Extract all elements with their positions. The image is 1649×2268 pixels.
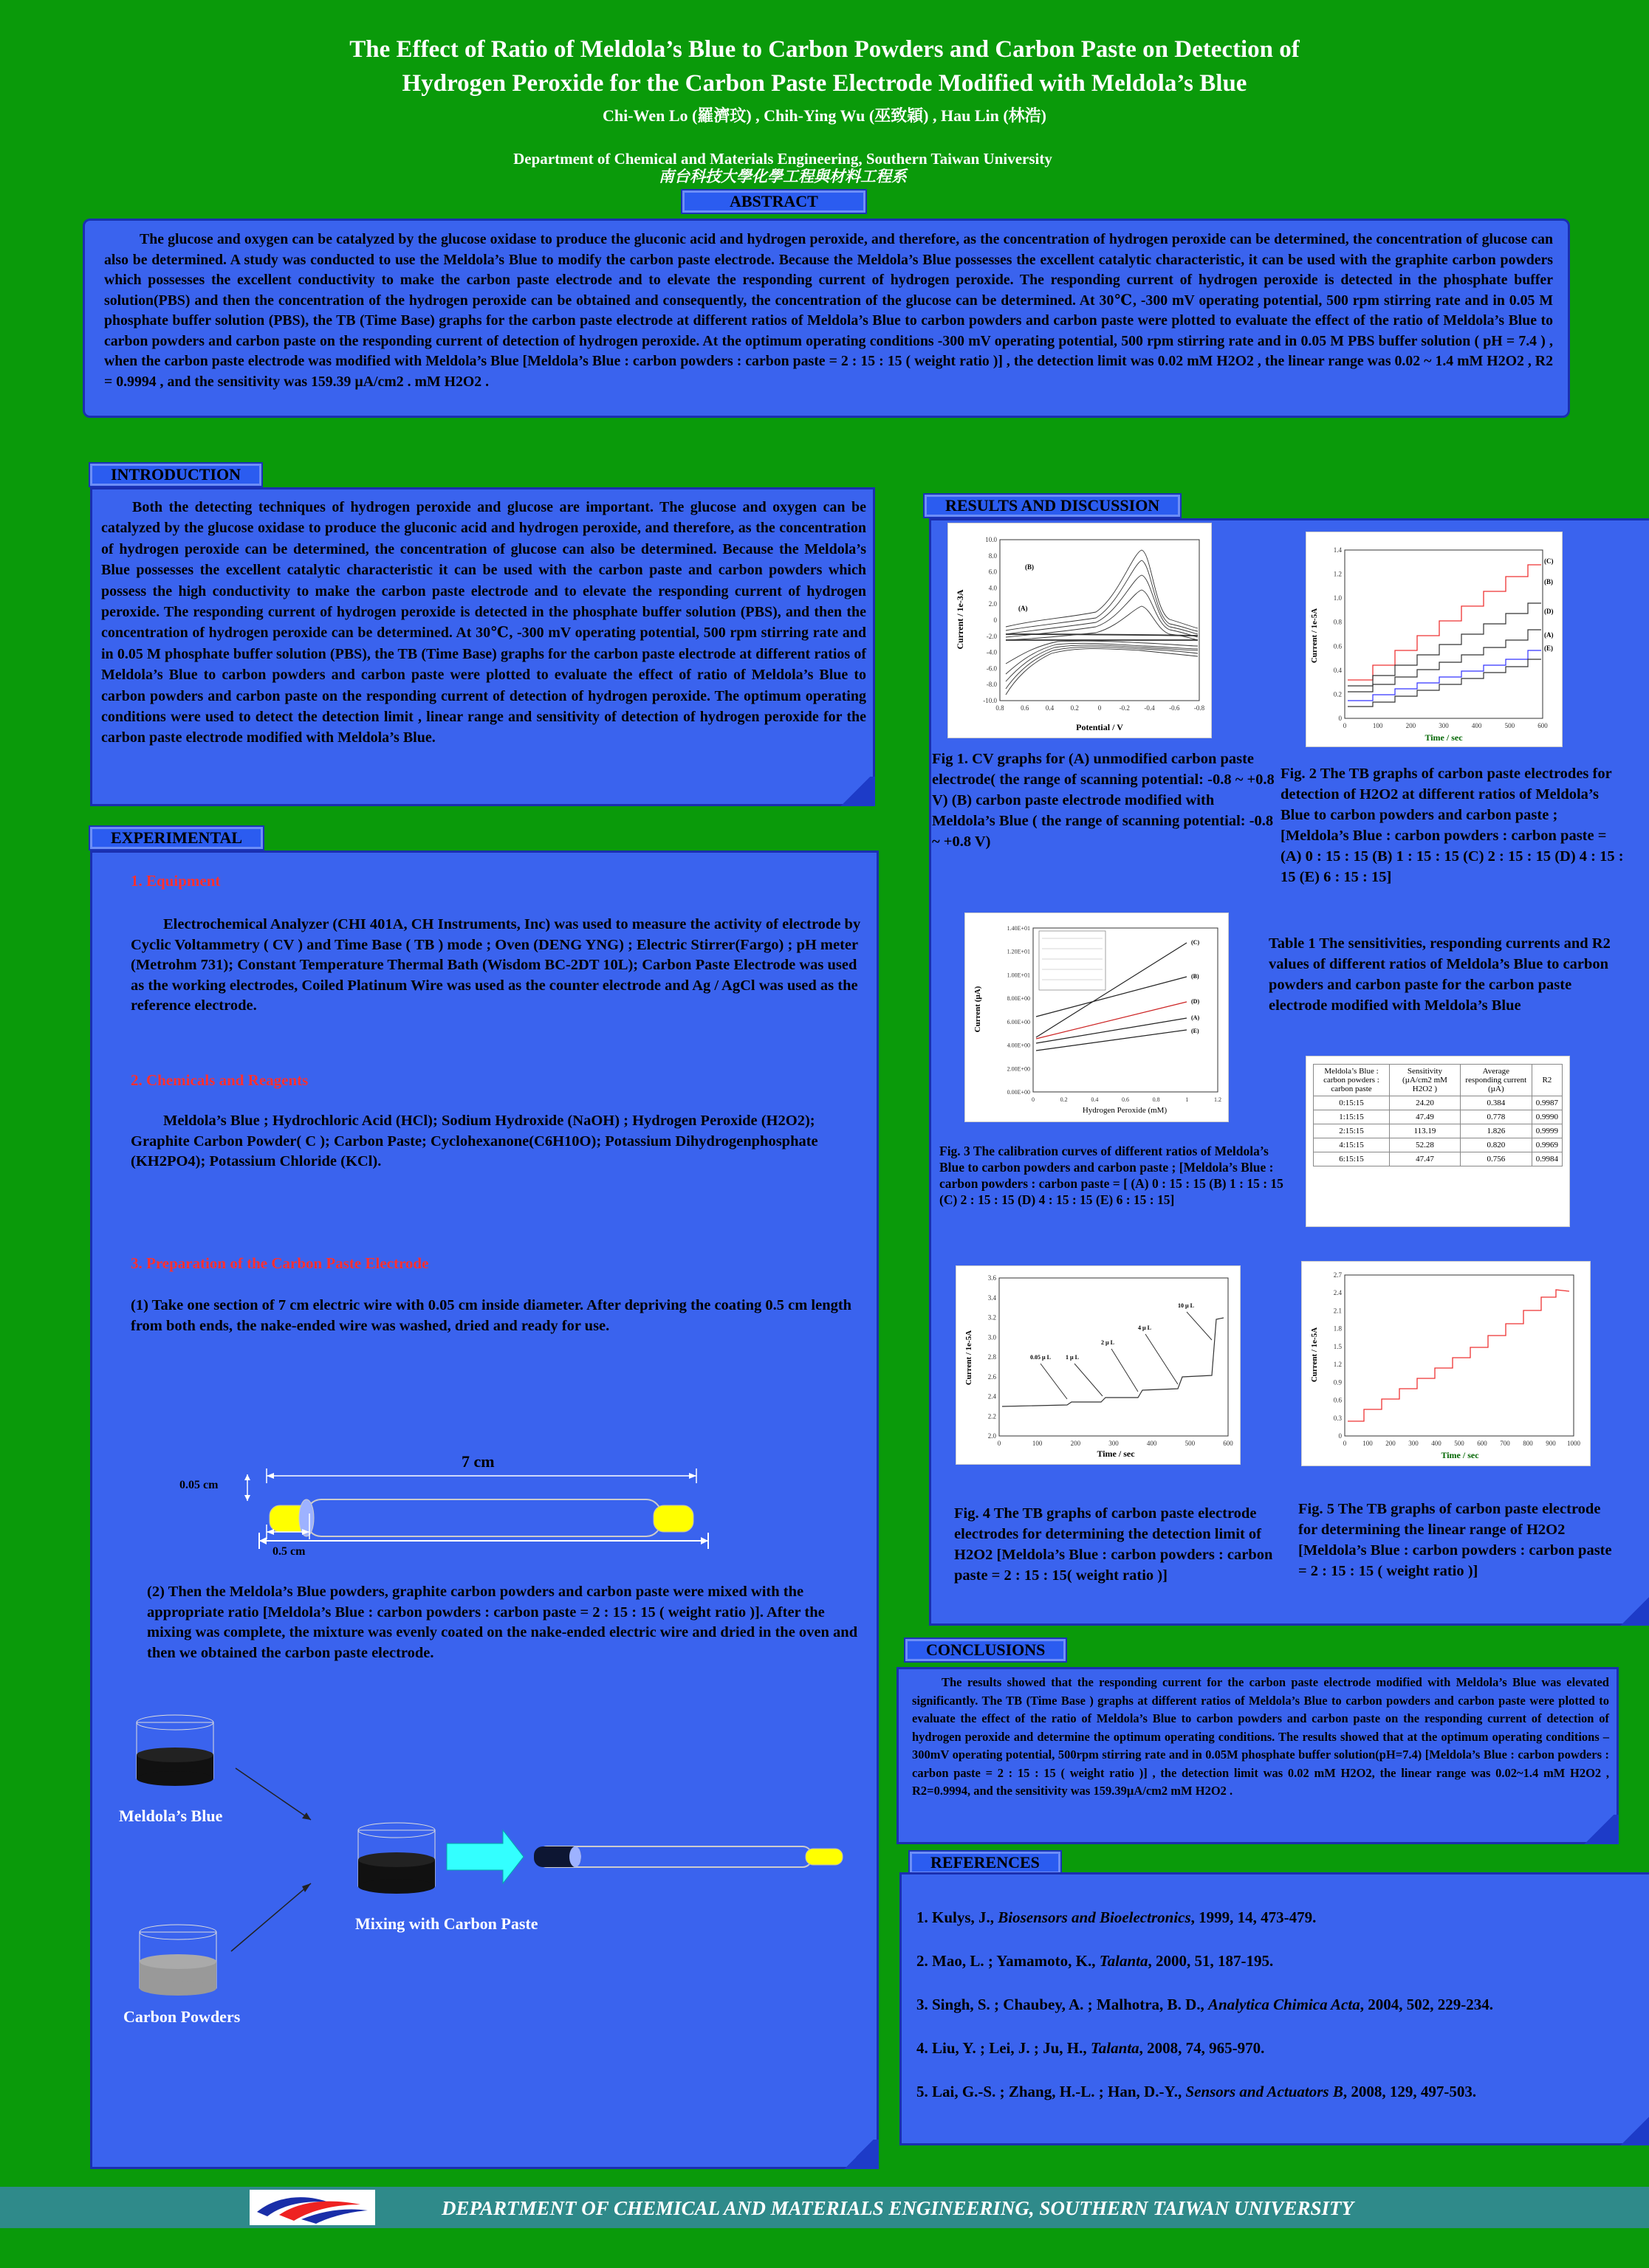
fig4-annot: 10 µ L <box>1178 1302 1194 1309</box>
abstract-panel <box>83 219 1570 418</box>
fig4-annot: 2 µ L <box>1101 1339 1114 1346</box>
reference-item: 1. Kulys, J., Biosensors and Bioelectronics, 1999, 14, 473-479. <box>916 1908 1317 1926</box>
x-tick-label: 500 <box>1185 1440 1196 1447</box>
conclusions-panel <box>897 1667 1619 1844</box>
table1-header: Sensitivity (µA/cm2 mM H2O2 ) <box>1390 1065 1461 1096</box>
introduction-panel <box>90 487 875 806</box>
fig3-xlabel: Hydrogen Peroxide (mM) <box>1082 1106 1168 1115</box>
x-tick-label: 0.6 <box>1122 1096 1129 1103</box>
x-tick-label: 0.8 <box>995 704 1004 712</box>
fig3-label-b: (B) <box>1191 973 1199 980</box>
fig4-annot: 4 µ L <box>1138 1324 1151 1331</box>
x-tick-label: 800 <box>1523 1440 1533 1447</box>
preparation-title: 3. Preparation of the Carbon Paste Electrode <box>131 1254 429 1272</box>
reference-item: 4. Liu, Y. ; Lei, J. ; Ju, H., Talanta, 2008, 74, 965-970. <box>916 2039 1265 2057</box>
table1 <box>1306 1056 1570 1227</box>
y-tick-label: 2.6 <box>987 1372 996 1381</box>
dim-05cm-label: 0.5 cm <box>272 1545 306 1558</box>
fig2-xlabel: Time / sec <box>1425 732 1463 743</box>
x-tick-label: 0.4 <box>1091 1096 1099 1103</box>
fig4-caption: Fig. 4 The TB graphs of carbon paste electrode electrodes for determining the detection limit of H2O2 [Meldola’s Blue : carbon powders : carbon paste = 2 : 15 : 15( weight ratio )] <box>954 1505 1273 1584</box>
x-tick-label: 500 <box>1454 1440 1464 1447</box>
fig4-ylabel: Current / 1e-5A <box>964 1330 973 1386</box>
y-tick-label: 4.0 <box>988 584 997 592</box>
y-tick-label: 0 <box>1338 715 1342 722</box>
y-tick-label: 2.8 <box>987 1353 996 1361</box>
y-tick-label: 1.40E+01 <box>1007 925 1030 932</box>
x-tick-label: 300 <box>1108 1440 1119 1447</box>
y-tick-label: -4.0 <box>986 648 997 656</box>
x-tick-label: 1 <box>1185 1096 1189 1103</box>
x-tick-label: 400 <box>1146 1440 1157 1447</box>
results-heading: RESULTS AND DISCUSSION <box>923 493 1182 518</box>
fig3-ylabel: Current (µA) <box>973 986 982 1033</box>
x-tick-label: 0 <box>1343 722 1347 729</box>
conclusions-text: The results showed that the responding current for the carbon paste electrode modified with Meldola’s Blue was elevated significantly. The TB (Time Base ) graphs at different ratios of Meldola’s Blue to carbon powders and carbon paste were plotted to evaluate the effect of the ratio of Meldola’s Blue to carbon powders and carbon paste on the responding current of detection of hydrogen peroxide and determine the optimum operating conditions. The results showed that at the optimum operating conditions –300mV operating potential, 500rpm stirring rate and in 0.05M phosphate buffer solution(pH=7.4) [Meldola’s Blue : carbon powders : carbon paste = 2 : 15 : 15 ( weight ratio )] , the detection limit was 0.02 mM H2O2, the linear range was 0.02~1.4 mM H2O2 , R2=0.9994, and the sensitivity was 159.39µA/cm2 mM H2O2 . <box>912 1675 1609 1798</box>
fig5-caption: Fig. 5 The TB graphs of carbon paste electrode for determining the linear range of H2O2 [Meldola’s Blue : carbon powders : carbon paste = 2 : 15 : 15 ( weight ratio )] <box>1298 1501 1612 1579</box>
x-tick-label: 1000 <box>1567 1440 1580 1447</box>
x-tick-label: 600 <box>1223 1440 1233 1447</box>
introduction-text: Both the detecting techniques of hydrogen peroxide and glucose are important. The glucose and oxygen can be catalyzed by the glucose oxidase to produce the gluconic acid and hydrogen peroxide, and therefore, as the concentration of hydrogen peroxide can be determined, the concentration of glucose can also be determined. Because the Meldola’s Blue possesses the excellent catalytic characteristic it can be used with the carbon paste and carbon powders which possess the high conductivity to make the carbon paste electrode and to elevate the responding current of hydrogen peroxide. The responding current of hydrogen peroxide is detected in the phosphate buffer solution (PBS), and then the concentration of hydrogen peroxide can be determined. At 30℃, -300 mV operating potential, 500 rpm stirring rate and in 0.05 M phosphate buffer solution (PBS), the TB (Time Base) graphs for the carbon paste electrode at different ratios of Meldola’s Blue to carbon powders and carbon paste were plotted to evaluate the effect of ratio of Meldola’s Blue to carbon powders and carbon paste on the responding current of detection of hydrogen peroxide. The optimum operating conditions were used to detect the detection limit , linear range and sensitivity of detection of hydrogen peroxide for the carbon paste electrode modified with Meldola’s Blue. <box>101 499 866 746</box>
x-tick-label: 700 <box>1500 1440 1510 1447</box>
fig3-label-e: (E) <box>1191 1028 1199 1034</box>
fig5-xlabel: Time / sec <box>1441 1450 1479 1460</box>
fig3-label-a: (A) <box>1191 1014 1200 1021</box>
x-tick-label: -0.8 <box>1193 704 1205 712</box>
x-tick-label: 0 <box>1343 1440 1347 1447</box>
y-tick-label: 1.5 <box>1333 1342 1342 1350</box>
x-tick-label: 1.2 <box>1214 1096 1221 1103</box>
x-tick-label: 0.2 <box>1060 1096 1068 1103</box>
fig4-annot: 1 µ L <box>1066 1354 1079 1361</box>
reference-item: 3. Singh, S. ; Chaubey, A. ; Malhotra, B. D., Analytica Chimica Acta, 2004, 502, 229-234. <box>916 1996 1493 2013</box>
conclusions-heading: CONCLUSIONS <box>904 1638 1067 1663</box>
equipment-title: 1. Equipment <box>131 872 221 890</box>
experimental-heading: EXPERIMENTAL <box>89 825 264 850</box>
carbon-powders-label: Carbon Powders <box>123 2007 241 2026</box>
poster-title: The Effect of Ratio of Meldola’s Blue to Carbon Powders and Carbon Paste on Detection of Hydrogen Peroxide for the Carbon Paste Electrode Modified with Meldola’s Blue <box>349 36 1300 97</box>
x-tick-label: 0 <box>1032 1096 1035 1103</box>
fig4-detection-limit-graph <box>956 1265 1241 1465</box>
footer-text: DEPARTMENT OF CHEMICAL AND MATERIALS ENGINEERING, SOUTHERN TAIWAN UNIVERSITY <box>442 2197 1354 2219</box>
x-tick-label: 0.6 <box>1021 704 1029 712</box>
x-tick-label: 400 <box>1431 1440 1441 1447</box>
table-row: 2:15:15 113.19 1.826 0.9999 <box>1314 1124 1563 1138</box>
y-tick-label: 2.00E+00 <box>1007 1065 1030 1073</box>
x-tick-label: 400 <box>1471 722 1482 729</box>
table1-caption: Table 1 The sensitivities, responding currents and R2 values of different ratios of Meldola’s Blue to carbon powders and carbon paste for the carbon paste electrode modified with Meldola’s Blue <box>1269 935 1611 1014</box>
y-tick-label: 3.6 <box>987 1274 996 1282</box>
fig1-label-a: (A) <box>1018 605 1028 612</box>
fig3-caption: Fig. 3 The calibration curves of different ratios of Meldola’s Blue to carbon powders and carbon paste ; [Meldola’s Blue : carbon powders : carbon paste = [ (A) 0 : 15 : 15 (B) 1 : 15 : 15 (C) 2 : 15 : 15 (D) 4 : 15 : 15 (E) 6 : 15 : 15] <box>939 1144 1283 1207</box>
y-tick-label: 3.0 <box>987 1333 996 1341</box>
x-tick-label: 100 <box>1032 1440 1043 1447</box>
x-tick-label: 600 <box>1537 722 1548 729</box>
fig2-tb-graph <box>1306 532 1563 747</box>
y-tick-label: -8.0 <box>986 681 997 689</box>
y-tick-label: 1.20E+01 <box>1007 948 1030 955</box>
references-panel <box>899 1872 1649 2145</box>
table1-grid <box>1313 1064 1563 1166</box>
x-tick-label: 0.8 <box>1152 1096 1160 1103</box>
fig1-cv-graph <box>947 523 1212 738</box>
table1-header: R2 <box>1532 1065 1562 1096</box>
y-tick-label: 2.1 <box>1333 1307 1342 1315</box>
y-tick-label: 0.6 <box>1333 1396 1342 1404</box>
x-tick-label: 0 <box>997 1440 1001 1447</box>
table1-header: Meldola’s Blue : carbon powders : carbon paste <box>1314 1065 1390 1096</box>
y-tick-label: 1.2 <box>1333 570 1342 578</box>
x-tick-label: 0.2 <box>1070 704 1079 712</box>
x-tick-label: 100 <box>1372 722 1383 729</box>
preparation-step2: (2) Then the Meldola’s Blue powders, graphite carbon powders and carbon paste were mixed with the appropriate ratio [Meldola’s Blue : carbon powders : carbon paste = 2 : 15 : 15 ( weight ratio )]. After the mixing was complete, the mixture was evenly coated on the nake-ended electric wire and dried in the oven and then we obtained the carbon paste electrode. <box>147 1584 858 1661</box>
fig2-label-d: (D) <box>1544 608 1554 615</box>
y-tick-label: 3.4 <box>987 1293 996 1302</box>
y-tick-label: 8.0 <box>988 551 997 560</box>
y-tick-label: 2.2 <box>987 1412 996 1420</box>
y-tick-label: 1.00E+01 <box>1007 972 1030 979</box>
y-tick-label: 0.00E+00 <box>1007 1089 1030 1096</box>
table1-header: Average responding current (µA) <box>1460 1065 1532 1096</box>
fig3-calibration-graph <box>964 913 1229 1122</box>
y-tick-label: 2.0 <box>988 600 997 608</box>
y-tick-label: 0 <box>1338 1432 1342 1440</box>
meldolas-blue-label: Meldola’s Blue <box>119 1807 223 1825</box>
y-tick-label: 8.00E+00 <box>1007 995 1030 1003</box>
x-tick-label: 200 <box>1385 1440 1396 1447</box>
x-tick-label: 0.4 <box>1045 704 1055 712</box>
references-list <box>916 1908 1493 2126</box>
y-tick-label: 1.0 <box>1333 594 1342 602</box>
x-tick-label: 100 <box>1362 1440 1373 1447</box>
y-tick-label: 2.4 <box>1333 1289 1342 1297</box>
x-tick-label: -0.6 <box>1169 704 1180 712</box>
y-tick-label: 4.00E+00 <box>1007 1042 1030 1049</box>
abstract-text: The glucose and oxygen can be catalyzed by the glucose oxidase to produce the gluconic acid and hydrogen peroxide, and therefore, as the concentration of hydrogen peroxide can be determined, the concentration of glucose can also be determined. A study was conducted to use the Meldola’s Blue to modify the carbon paste electrode. Because the Meldola’s Blue possesses the excellent catalytic characteristic, it can be used with the graphite carbon powders which possesses the excellent conductivity to make the carbon paste electrode and to elevate the responding current of hydrogen peroxide. The responding current of hydrogen peroxide is detected in the phosphate buffer solution(PBS) and then the concentration of the hydrogen peroxide can be obtained and consequently, the concentration of the glucose can be determined. At 30℃, -300 mV operating potential, 500 rpm stirring rate and in 0.05 M phosphate buffer solution (PBS), the TB (Time Base) graphs for the carbon paste electrode at different ratios of Meldola’s Blue to carbon powders and carbon paste were plotted to evaluate the effect of the ratio of Meldola’s Blue to carbon powders and carbon paste on the responding current of detection of hydrogen peroxide. At the optimum operating conditions -300 mV operating potential, 500 rpm stirring rate and in 0.05 M PBS buffer solution ( pH = 7.4 ) , when the carbon paste electrode was modified with Meldola’s Blue [Meldola’s Blue : carbon powders : carbon paste = 2 : 15 : 15 ( weight ratio )] , the detection limit was 0.02 mM H2O2 , the linear range was 0.02 ~ 1.4 mM H2O2 , R2 = 0.9994 , and the sensitivity was 159.39 µA/cm2 . mM H2O2 . <box>104 231 1553 390</box>
x-tick-label: 600 <box>1477 1440 1487 1447</box>
equipment-text: Electrochemical Analyzer (CHI 401A, CH Instruments, Inc) was used to measure the activity of electrode by Cyclic Voltammetry ( CV ) and Time Base ( TB ) mode ; Oven (DENG YNG) ; Electric Stirrer(Fargo) ; pH meter (Metrohm 731); Constant Temperature Thermal Bath (Wisdom BC-2DT 10L); Carbon Paste Electrode was used as the working electrodes, Coiled Platinum Wire was used as the counter electrode and Ag / AgCl was used as the reference electrode. <box>131 916 861 1014</box>
chemicals-text: Meldola’s Blue ; Hydrochloric Acid (HCl); Sodium Hydroxide (NaOH) ; Hydrogen Peroxide (H2O2); Graphite Carbon Powder( C ); Carbon Paste; Cyclohexanone(C6H10O); Potassium Dihydrogenphosphate (KH2PO4); Potassium Chloride (KCl). <box>131 1113 818 1170</box>
y-tick-label: 0.2 <box>1333 690 1342 698</box>
university-logo <box>250 2190 375 2225</box>
table-row: 6:15:15 47.47 0.756 0.9984 <box>1314 1152 1563 1166</box>
fig2-label-a: (A) <box>1544 631 1554 639</box>
x-tick-label: -0.4 <box>1144 704 1155 712</box>
y-tick-label: 0.9 <box>1333 1378 1342 1386</box>
fig2-caption: Fig. 2 The TB graphs of carbon paste electrodes for detection of H2O2 at different ratios of Meldola’s Blue to carbon powders and carbon paste ; [Meldola’s Blue : carbon powders : carbon paste = (A) 0 : 15 : 15 (B) 1 : 15 : 15 (C) 2 : 15 : 15 (D) 4 : 15 : 15 (E) 6 : 15 : 15] <box>1281 766 1624 885</box>
x-tick-label: 300 <box>1439 722 1449 729</box>
fig3-label-c: (C) <box>1191 939 1200 946</box>
table-row: 1:15:15 47.49 0.778 0.9990 <box>1314 1110 1563 1124</box>
y-tick-label: 10.0 <box>985 536 997 543</box>
y-tick-label: 2.7 <box>1333 1271 1342 1279</box>
references-heading: REFERENCES <box>908 1850 1062 1875</box>
fig1-label-b: (B) <box>1025 563 1034 571</box>
fig1-caption: Fig 1. CV graphs for (A) unmodified carbon paste electrode( the range of scanning potential: -0.8 ~ +0.8 V) (B) carbon paste electrode modified with Meldola’s Blue ( the range of scanning potential: -0.8 ~ +0.8 V) <box>932 751 1275 850</box>
fig1-xlabel: Potential / V <box>1076 722 1123 732</box>
fig1-ylabel: Current / 1e-3A <box>955 589 965 650</box>
y-tick-label: -2.0 <box>986 632 997 640</box>
y-tick-label: 0.4 <box>1333 666 1342 674</box>
reference-item: 5. Lai, G.-S. ; Zhang, H.-L. ; Han, D.-Y., Sensors and Actuators B, 2008, 129, 497-503. <box>916 2083 1477 2100</box>
preparation-step1: (1) Take one section of 7 cm electric wire with 0.05 cm inside diameter. After depriving the coating 0.5 cm length from both ends, the nake-ended wire was washed, dried and ready for use. <box>131 1297 852 1334</box>
y-tick-label: 3.2 <box>987 1313 996 1322</box>
chemicals-title: 2. Chemicals and Reagents <box>131 1071 309 1089</box>
y-tick-label: 0.3 <box>1333 1414 1342 1422</box>
y-tick-label: 2.0 <box>987 1432 996 1440</box>
dim-7cm-label: 7 cm <box>462 1452 495 1471</box>
y-tick-label: -6.0 <box>986 664 997 673</box>
experimental-panel <box>90 850 879 2169</box>
fig5-ylabel: Current / 1e-5A <box>1310 1327 1319 1383</box>
fig5-linear-range-graph <box>1301 1261 1591 1466</box>
table-row: 4:15:15 52.28 0.820 0.9969 <box>1314 1138 1563 1152</box>
fig4-xlabel: Time / sec <box>1097 1449 1135 1459</box>
table-row: 0:15:15 24.20 0.384 0.9987 <box>1314 1096 1563 1110</box>
fig2-label-e: (E) <box>1544 645 1553 652</box>
department: Department of Chemical and Materials Engineering, Southern Taiwan University 南台科技大學化學工程與材料工程系 <box>513 150 1052 185</box>
x-tick-label: 300 <box>1408 1440 1419 1447</box>
y-tick-label: 2.4 <box>987 1392 996 1401</box>
y-tick-label: 0 <box>993 616 997 624</box>
fig2-label-b: (B) <box>1544 578 1553 585</box>
x-tick-label: 900 <box>1546 1440 1556 1447</box>
fig3-label-d: (D) <box>1191 998 1200 1005</box>
dim-005cm-label: 0.05 cm <box>179 1479 219 1491</box>
y-tick-label: 6.0 <box>988 568 997 576</box>
y-tick-label: 1.4 <box>1333 546 1342 554</box>
fig4-annot: 0.05 µ L <box>1030 1354 1051 1361</box>
abstract-heading: ABSTRACT <box>681 189 867 214</box>
y-tick-label: 1.2 <box>1333 1361 1342 1369</box>
x-tick-label: 500 <box>1504 722 1515 729</box>
fig2-ylabel: Current / 1e-5A <box>1310 608 1319 664</box>
x-tick-label: -0.2 <box>1119 704 1130 712</box>
x-tick-label: 200 <box>1405 722 1416 729</box>
x-tick-label: 0 <box>1097 704 1102 712</box>
fig2-label-c: (C) <box>1544 557 1554 565</box>
mixing-label: Mixing with Carbon Paste <box>355 1914 538 1933</box>
y-tick-label: 0.6 <box>1333 642 1342 650</box>
x-tick-label: 200 <box>1070 1440 1081 1447</box>
y-tick-label: -10.0 <box>983 697 997 704</box>
authors: Chi-Wen Lo (羅濟玟) , Chih-Ying Wu (巫致穎) , Hau Lin (林浩) <box>602 106 1046 125</box>
y-tick-label: 6.00E+00 <box>1007 1018 1030 1025</box>
introduction-heading: INTRODUCTION <box>89 462 263 487</box>
y-tick-label: 1.8 <box>1333 1324 1342 1333</box>
reference-item: 2. Mao, L. ; Yamamoto, K., Talanta, 2000, 51, 187-195. <box>916 1952 1274 1970</box>
y-tick-label: 0.8 <box>1333 618 1342 626</box>
